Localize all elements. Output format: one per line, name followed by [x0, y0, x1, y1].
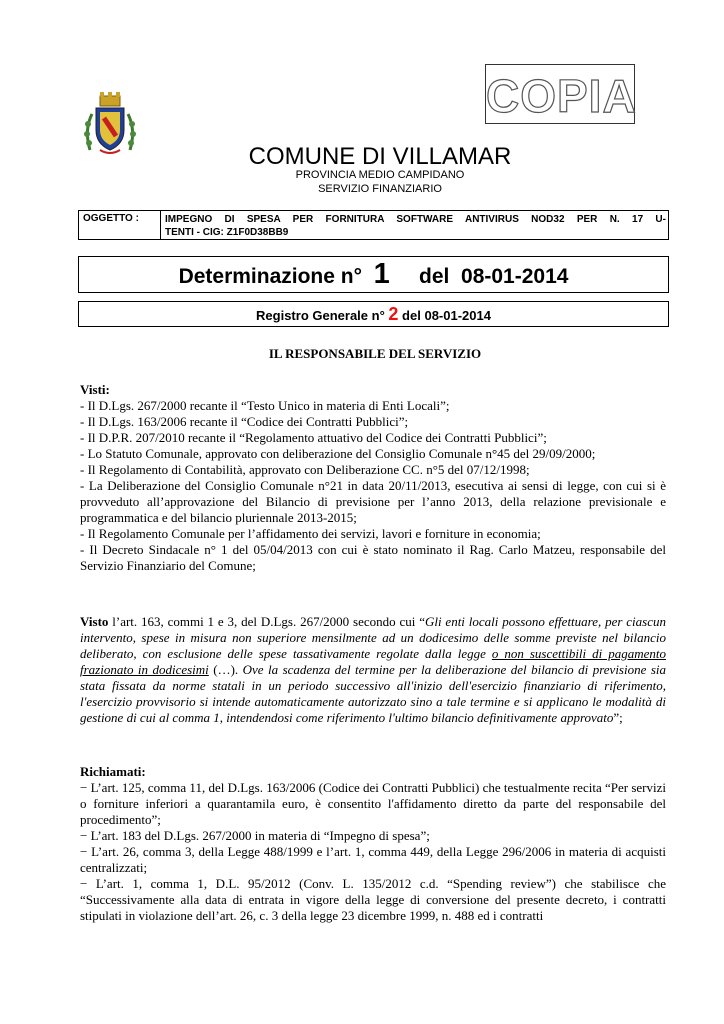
- visti-item: - Il D.Lgs. 163/2006 recante il “Codice dei Contratti Pubblici”;: [80, 414, 409, 429]
- determinazione-prefix: Determinazione n°: [178, 265, 362, 288]
- richiamati-item: − L’art. 183 del D.Lgs. 267/2000 in materia di “Impegno di spesa”;: [80, 828, 430, 843]
- copia-label: COPIA: [486, 70, 637, 122]
- determinazione-number: 1: [373, 258, 390, 290]
- oggetto-line-2: TENTI - CIG: Z1F0D38BB9: [165, 227, 289, 238]
- oggetto-text: [163, 211, 668, 241]
- visti-item: - Il D.P.R. 207/2010 recante il “Regolamento attuativo del Codice dei Contratti Pubblici”;: [80, 430, 547, 445]
- richiamati-section: [80, 764, 666, 924]
- determinazione-date: 08-01-2014: [461, 265, 569, 288]
- servizio-subtitle: SERVIZIO FINANZIARIO: [318, 183, 442, 195]
- richiamati-item: − L’art. 1, comma 1, D.L. 95/2012 (Conv. L. 135/2012 c.d. “Spending review”) che stabilisce che “Successivamente alla data di entrata in vigore della legge di conversione del presente decreto, i contratti stipulati in violazione dell’art. 26, c. 3 della legge 23 dicembre 1999, n. 488 ed i contratti: [80, 876, 666, 923]
- visto-quote-2: Ove la scadenza del termine per la deliberazione del bilancio di previsione sia stata fissata da norme statali in un periodo successivo all'inizio dell'esercizio finanziario di riferimento, l'esercizio provvisorio si intende automaticamente autorizzato sino a tale termine e si applicano le modalità di gestione di cui al comma 1, intendendosi come riferimento l'ultimo bilancio definitivamente approvato: [80, 662, 666, 725]
- oggetto-label: OGGETTO :: [79, 211, 161, 239]
- registro-heading: [79, 302, 668, 328]
- richiamati-item: − L’art. 125, comma 11, del D.Lgs. 163/2006 (Codice dei Contratti Pubblici) che testualmente recita “Per servizi o forniture inferiori a quarantamila euro, è consentito l'affidamento diretto da parte del responsabile del procedimento”;: [80, 780, 666, 827]
- visti-heading: Visti:: [80, 382, 110, 397]
- registro-number: 2: [388, 304, 399, 324]
- visti-item: - La Deliberazione del Consiglio Comunale n°21 in data 20/11/2013, esecutiva ai sensi di legge, con cui si è provveduto all’approvazione del Bilancio di previsione per l’anno 2013, della relazione previsionale e programmatica e del bilancio pluriennale 2013-2015;: [80, 478, 666, 525]
- copia-stamp: [485, 64, 635, 124]
- determinazione-date-label: del: [419, 265, 450, 288]
- visto-ellipsis: (…).: [208, 662, 243, 677]
- visti-item: - Lo Statuto Comunale, approvato con deliberazione del Consiglio Comunale n°45 del 29/09/2000;: [80, 446, 596, 461]
- richiamati-heading: Richiamati:: [80, 764, 146, 779]
- comune-title: COMUNE DI VILLAMAR: [248, 143, 512, 170]
- responsabile-heading: IL RESPONSABILE DEL SERVIZIO: [268, 346, 482, 361]
- registro-box: [78, 301, 669, 327]
- registro-prefix: Registro Generale n°: [256, 308, 385, 323]
- visti-item: - Il Regolamento di Contabilità, approvato con Deliberazione CC. n°5 del 07/12/1998;: [80, 462, 530, 477]
- determinazione-heading: [79, 257, 668, 294]
- provincia-subtitle: PROVINCIA MEDIO CAMPIDANO: [295, 169, 465, 181]
- visti-item: - Il Regolamento Comunale per l’affidamento dei servizi, lavori e forniture in economia;: [80, 526, 541, 541]
- comune-crest-icon: [80, 90, 140, 160]
- visto-paragraph: [80, 614, 666, 726]
- visto-bold: Visto: [80, 614, 109, 629]
- visti-item: - Il D.Lgs. 267/2000 recante il “Testo Unico in materia di Enti Locali”;: [80, 398, 450, 413]
- visto-quote-1: Gli enti locali possono effettuare, per ciascun intervento, spese in misura non superiore mensilmente ad un dodicesimo delle somme previste nel bilancio deliberato, con esclusione delle spese tassativamente regolate dalla legge: [80, 614, 666, 661]
- visti-item: - Il Decreto Sindacale n° 1 del 05/04/2013 con cui è stato nominato il Rag. Carlo Matzeu, responsabile del Servizio Finanziario del Comune;: [80, 542, 666, 573]
- registro-date-label: del: [402, 308, 421, 323]
- visto-intro: l’art. 163, commi 1 e 3, del D.Lgs. 267/2000 secondo cui “: [108, 614, 425, 629]
- visti-section: [80, 382, 666, 574]
- registro-date: 08-01-2014: [424, 308, 491, 323]
- visto-closing: ”;: [613, 710, 623, 725]
- determinazione-box: [78, 256, 669, 293]
- oggetto-table: [78, 210, 669, 240]
- oggetto-line-1: IMPEGNO DI SPESA PER FORNITURA SOFTWARE ANTIVIRUS NOD32 PER N. 17 U-: [165, 214, 666, 225]
- visto-quote-underlined: o non suscettibili di pagamento frazionato in dodicesimi: [80, 646, 666, 677]
- richiamati-item: − L’art. 26, comma 3, della Legge 488/1999 e l’art. 1, comma 449, della Legge 296/2006 in materia di acquisti centralizzati;: [80, 844, 666, 875]
